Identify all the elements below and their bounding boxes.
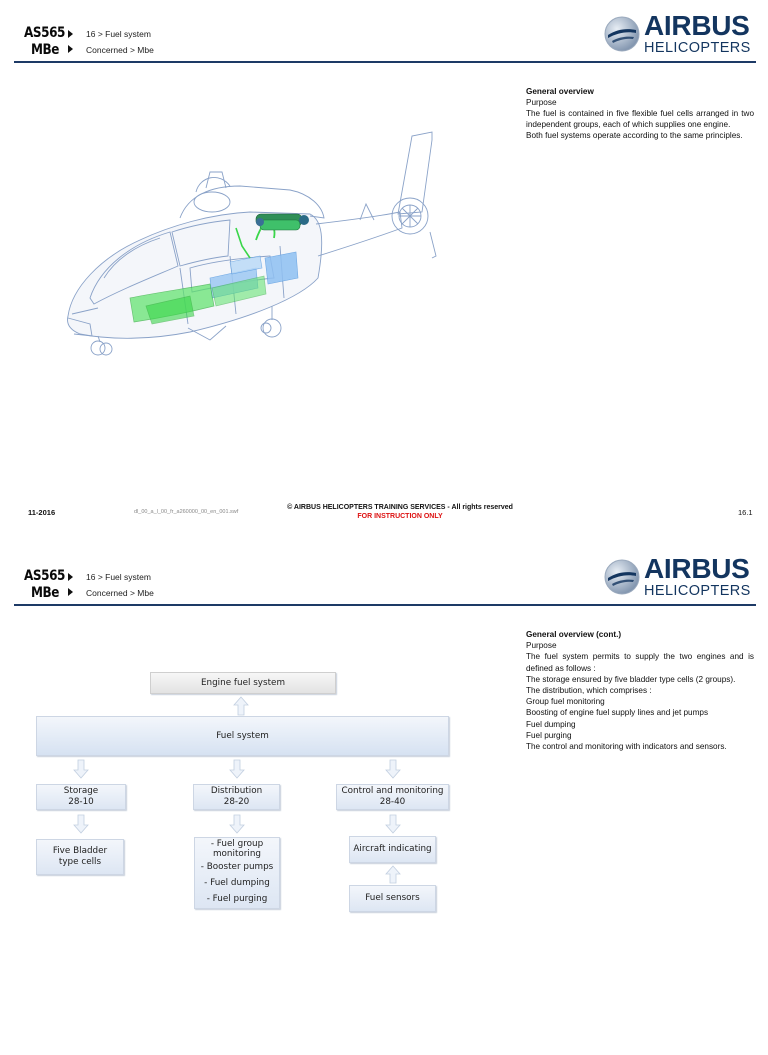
footer-date: 11-2016 [28,508,56,517]
section-title: General overview [526,87,594,96]
distribution-items-box [194,837,280,909]
breadcrumb-chapter: 16 > Fuel system [86,572,151,582]
engine-fuel-system-box: Engine fuel system [150,672,336,694]
paragraph: The fuel system permits to supply the two engines and is defined as follows : [526,652,754,673]
page-number: 16.1 [738,508,753,517]
dist-item: - Fuel purging [206,894,268,904]
arrow-down-icon [72,814,90,834]
model-name: AS565 [24,25,65,41]
model-variant: MBe [31,42,60,58]
arrow-down-icon [384,814,402,834]
slide-page-2 [0,543,768,1055]
arrow-down-icon [228,759,246,779]
airbus-globe-icon [603,15,641,53]
model-variant: MBe [31,585,60,601]
logo-subtitle: HELICOPTERS [644,583,751,599]
aircraft-indicating-box: Aircraft indicating [349,836,436,863]
paragraph: Fuel purging [526,730,572,740]
storage-title: Storage [63,786,99,796]
section-title: General overview (cont.) [526,630,622,639]
paragraph: Group fuel monitoring [526,697,605,707]
control-title: Control and monitoring [341,786,444,796]
breadcrumb-chapter: 16 > Fuel system [86,29,151,39]
paragraph: The fuel is contained in five flexible fuel cells arranged in two independent groups, each of which supplies one engine. [526,109,754,129]
triangle-bullet-icon [68,588,73,596]
airbus-globe-icon [603,558,641,596]
distribution-box [193,784,280,810]
helicopter-fuel-system-icon [60,128,450,364]
instruction-notice: FOR INSTRUCTION ONLY [357,513,443,520]
overview-cont-text [526,629,754,752]
paragraph: The control and monitoring with indicators and sensors. [526,742,727,752]
logo-wordmark: AIRBUS [644,553,750,584]
paragraph: Both fuel systems operate according to the same principles. [526,131,743,140]
header-rule [14,604,756,606]
control-code: 28-40 [379,797,406,807]
triangle-bullet-icon [68,30,73,38]
dist-item: monitoring [212,849,262,859]
arrow-down-icon [228,814,246,834]
footer-file: dl_00_a_l_00_fr_a260000_00_en_001.swf [134,509,239,515]
header-rule [14,61,756,63]
dist-item: - Booster pumps [200,862,274,872]
overview-text [526,86,754,141]
copyright-text: © AIRBUS HELICOPTERS TRAINING SERVICES - All rights reserved [287,504,513,511]
airbus-helicopters-logo [603,554,763,602]
triangle-bullet-icon [68,573,73,581]
fuel-system-box: Fuel system [36,716,449,756]
paragraph: The distribution, which comprises : [526,686,652,696]
logo-wordmark: AIRBUS [644,10,750,41]
distribution-code: 28-20 [223,797,250,807]
dist-item: - Fuel dumping [204,878,270,888]
paragraph: Boosting of engine fuel supply lines and jet pumps [526,708,709,718]
triangle-bullet-icon [68,45,73,53]
paragraph: Fuel dumping [526,719,576,729]
breadcrumb-concerned: Concerned > Mbe [86,588,154,598]
fuel-sensors-box: Fuel sensors [349,885,436,912]
footer-copyright [240,503,560,521]
arrow-up-icon [384,865,402,884]
arrow-up-icon [232,696,250,716]
arrow-down-icon [72,759,90,779]
control-monitoring-box [336,784,449,810]
paragraph: The storage ensured by five bladder type cells (2 groups). [526,674,736,684]
section-subtitle: Purpose [526,641,557,651]
distribution-title: Distribution [210,786,263,796]
storage-code: 28-10 [68,797,94,807]
dist-item: - Fuel group [210,839,264,849]
airbus-helicopters-logo [603,11,763,59]
logo-subtitle: HELICOPTERS [644,40,751,56]
storage-box [36,784,126,810]
slide-page-1 [0,0,768,520]
bladder-cells-box [36,839,124,875]
section-subtitle: Purpose [526,98,557,107]
bladder-line-1: Five Bladder [52,846,108,856]
arrow-down-icon [384,759,402,779]
model-name: AS565 [24,568,65,584]
bladder-line-2: type cells [58,857,102,867]
breadcrumb-concerned: Concerned > Mbe [86,45,154,55]
